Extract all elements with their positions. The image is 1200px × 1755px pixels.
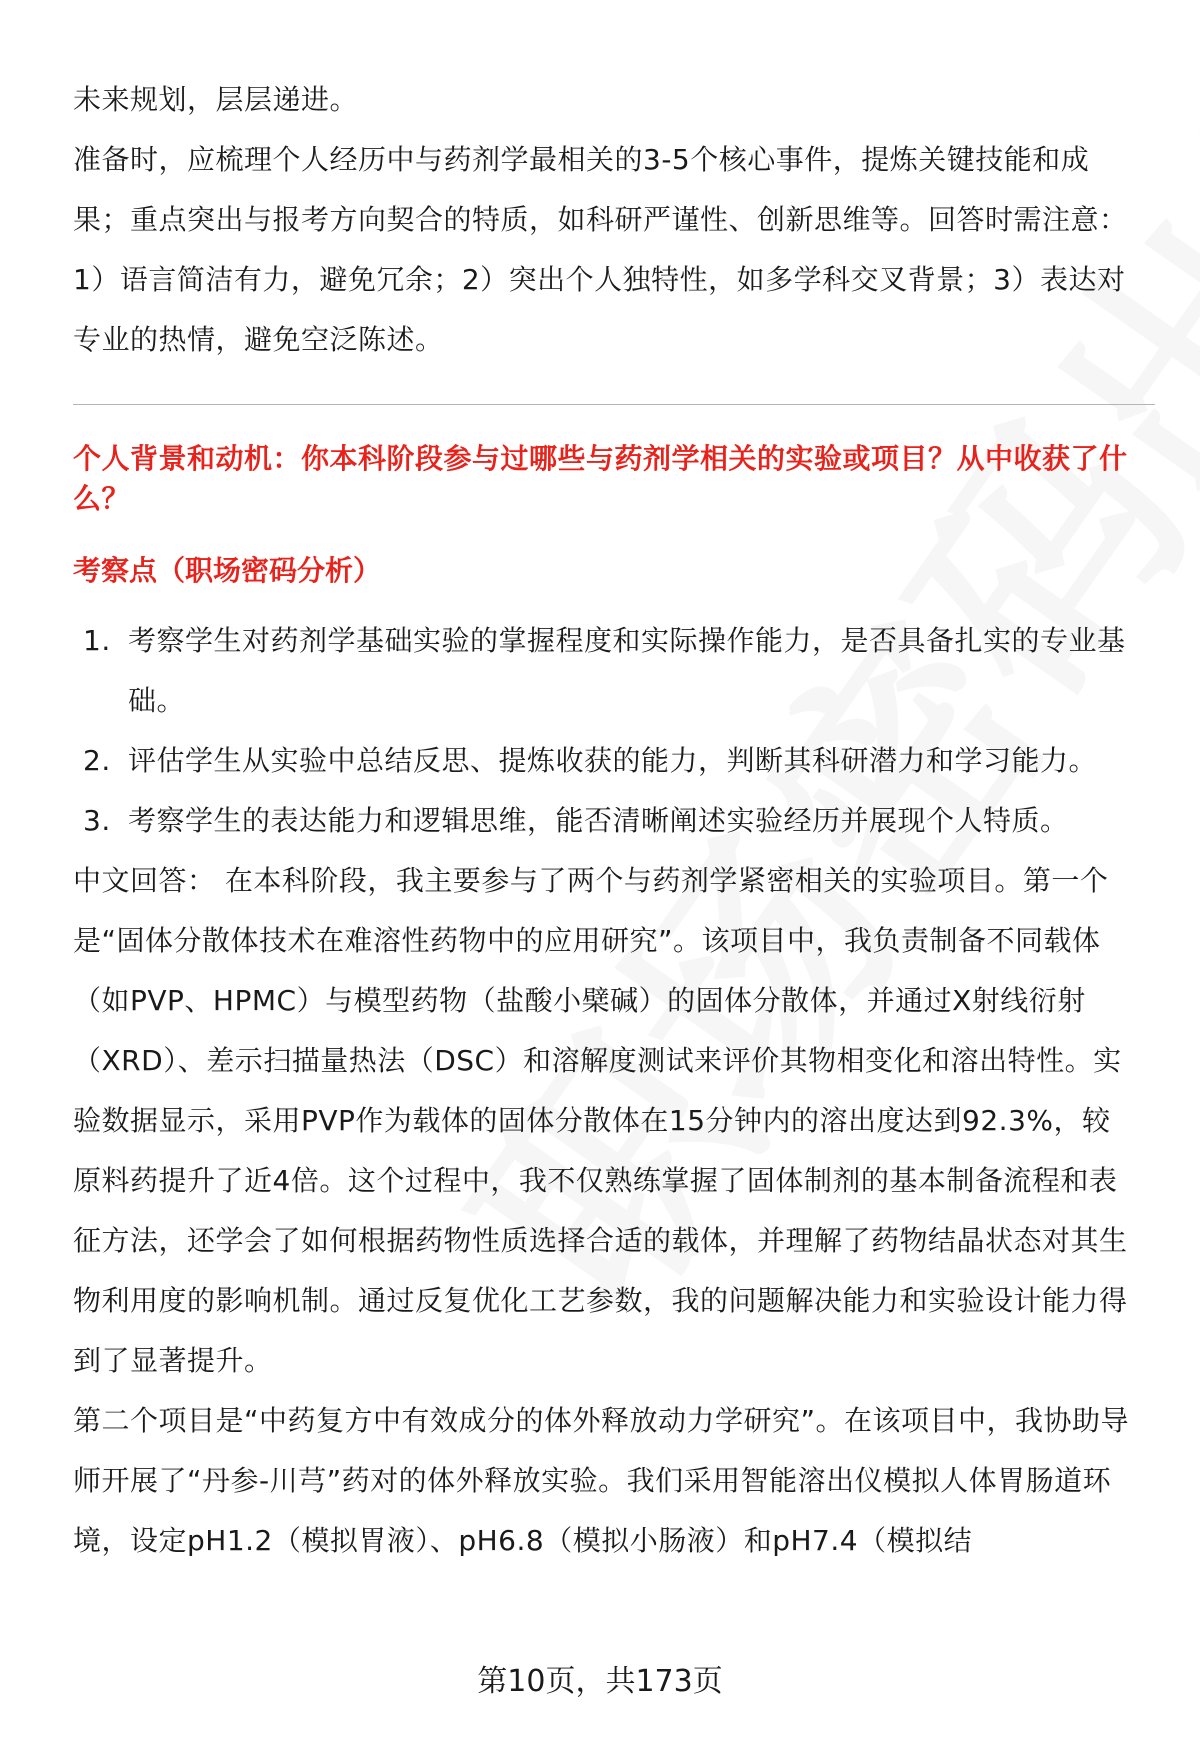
intro-line: 未来规划，层层递进。 [73, 83, 359, 116]
answer-text-1: 在本科阶段，我主要参与了两个与药剂学紧密相关的实验项目。第一个是“固体分散体技术在难溶性药物中的应用研究”。该项目中，我负责制备不同载体（如PVP、HPMC）与模型药物（盐酸小檗碱）的固体分散体，并通过X射线衍射（XRD）、差示扫描量热法（DSC）和溶解度测试来评价其物相变化和溶出特性。实验数据显示，采用PVP作为载体的固体分散体在15分钟内的溶出度达到92.3%，较原料药提升了近4倍。这个过程中，我不仅熟练掌握了固体制剂的基本制备流程和表征方法，还学会了如何根据药物性质选择合适的载体，并理解了药物结晶状态对其生物利用度的影响机制。通过反复优化工艺参数，我的问题解决能力和实验设计能力得到了显著提升。 [73, 864, 1128, 1377]
intro-paragraph: 准备时，应梳理个人经历中与药剂学最相关的3-5个核心事件，提炼关键技能和成果；重点突出与报考方向契合的特质，如科研严谨性、创新思维等。回答时需注意：1）语言简洁有力，避免冗余；2）突出个人独特性，如多学科交叉背景；3）表达对专业的热情，避免空泛陈述。 [73, 143, 1128, 356]
question-heading: 个人背景和动机：你本科阶段参与过哪些与药剂学相关的实验或项目？从中收获了什么？ [73, 442, 1128, 515]
focus-points-list [73, 611, 1133, 851]
focus-point-text: 考察学生的表达能力和逻辑思维，能否清晰阐述实验经历并展现个人特质。 [128, 804, 1069, 837]
list-number: 1. [83, 624, 111, 657]
section-divider [73, 404, 1155, 405]
answer-paragraph-1 [73, 851, 1133, 1391]
answer-paragraph-2: 第二个项目是“中药复方中有效成分的体外释放动力学研究”。在该项目中，我协助导师开展了“丹参-川芎”药对的体外释放实验。我们采用智能溶出仪模拟人体胃肠道环境，设定pH1.2（模拟胃液）、pH6.8（模拟小肠液）和pH7.4（模拟结 [73, 1404, 1130, 1557]
list-number: 3. [83, 804, 111, 837]
focus-point [73, 611, 1133, 731]
page-content [73, 70, 1133, 1571]
page-number: 第10页，共173页 [477, 1664, 723, 1699]
answer-label: 中文回答： [73, 864, 216, 897]
list-number: 2. [83, 744, 111, 777]
focus-heading: 考察点（职场密码分析） [73, 554, 382, 587]
focus-point [73, 731, 1133, 791]
focus-point [73, 791, 1133, 851]
focus-point-text: 考察学生对药剂学基础实验的掌握程度和实际操作能力，是否具备扎实的专业基础。 [128, 624, 1126, 717]
focus-point-text: 评估学生从实验中总结反思、提炼收获的能力，判断其科研潜力和学习能力。 [128, 744, 1098, 777]
